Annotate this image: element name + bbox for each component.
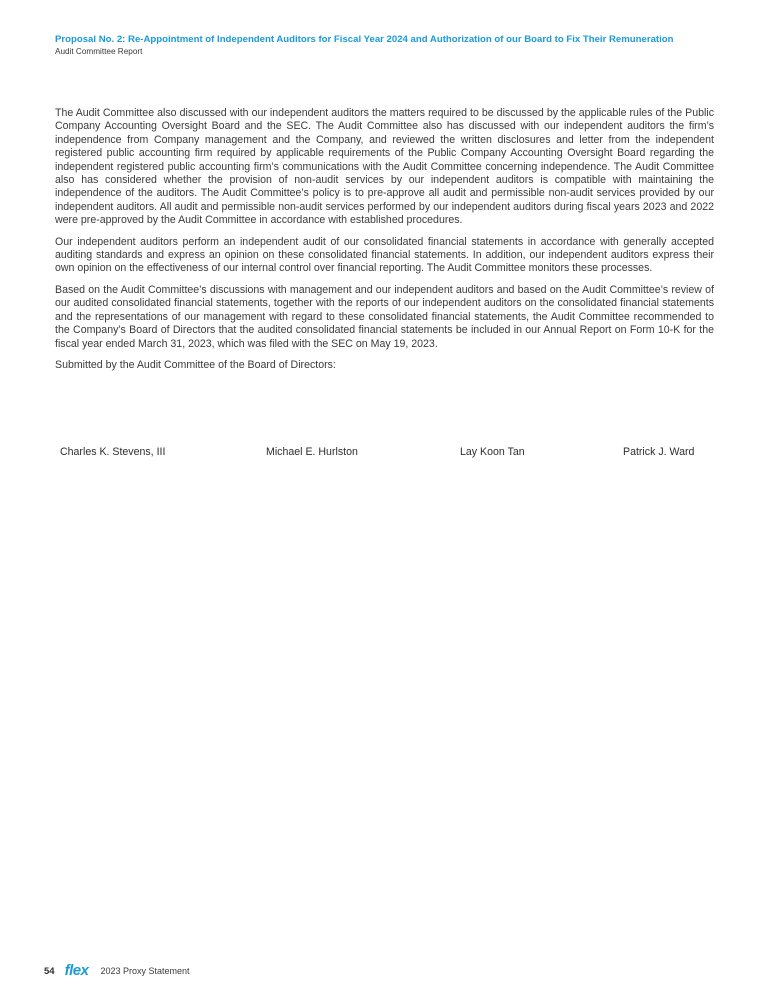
paragraph-recommendation: Based on the Audit Committee’s discussions with management and our independent auditors and based on the Audit Committee’s review of our audited consolidated financial statements, together with the reports of our independent auditors on the consolidated financial statements and the representations of our management with regard to these consolidated financial statements, the Audit Committee recommended to the Company’s Board of Directors that the audited consolidated financial statements be included in our Annual Report on Form 10-K for the fiscal year ended March 31, 2023, which was filed with the SEC on May 19, 2023. [55, 283, 714, 350]
paragraph-audit-opinion: Our independent auditors perform an independent audit of our consolidated financial statements in accordance with generally accepted auditing standards and express an opinion on these consolidated financial statements. In addition, our independent auditors express their own opinion on the effectiveness of our internal control over financial reporting. The Audit Committee monitors these processes. [55, 235, 714, 275]
flex-logo: flex [64, 962, 89, 979]
signatory-name: Charles K. Stevens, III [60, 446, 166, 458]
signatories-row [60, 446, 710, 460]
page-header [55, 34, 738, 57]
body-content [55, 107, 714, 380]
paragraph-independence: The Audit Committee also discussed with our independent auditors the matters required to be discussed by the applicable rules of the Public Company Accounting Oversight Board and the SEC. The Audit Committee also has discussed with our independent auditors the firm’s independence from Company management and the Company, and reviewed the written disclosures and letter from the independent registered public accounting firm required by applicable requirements of the Public Company Accounting Oversight Board regarding the independent registered public accounting firm’s communications with the Audit Committee concerning independence. The Audit Committee also has considered whether the provision of non-audit services by our independent auditors is compatible with maintaining the independence of the auditors. The Audit Committee’s policy is to pre-approve all audit and permissible non-audit services provided by our independent auditors. All audit and permissible non-audit services performed by our independent auditors during fiscal years 2023 and 2022 were pre-approved by the Audit Committee in accordance with established procedures. [55, 107, 714, 227]
signatory-name: Lay Koon Tan [460, 446, 525, 458]
page-footer [44, 964, 190, 978]
signatory-name: Michael E. Hurlston [266, 446, 358, 458]
signatory-name: Patrick J. Ward [623, 446, 695, 458]
section-title: Proposal No. 2: Re-Appointment of Independent Auditors for Fiscal Year 2024 and Authorization of our Board to Fix Their Remuneration [55, 34, 674, 45]
paragraph-submitted-by: Submitted by the Audit Committee of the Board of Directors: [55, 358, 336, 371]
section-subtitle: Audit Committee Report [55, 47, 143, 56]
page-number: 54 [44, 965, 55, 977]
document-title: 2023 Proxy Statement [100, 966, 190, 976]
